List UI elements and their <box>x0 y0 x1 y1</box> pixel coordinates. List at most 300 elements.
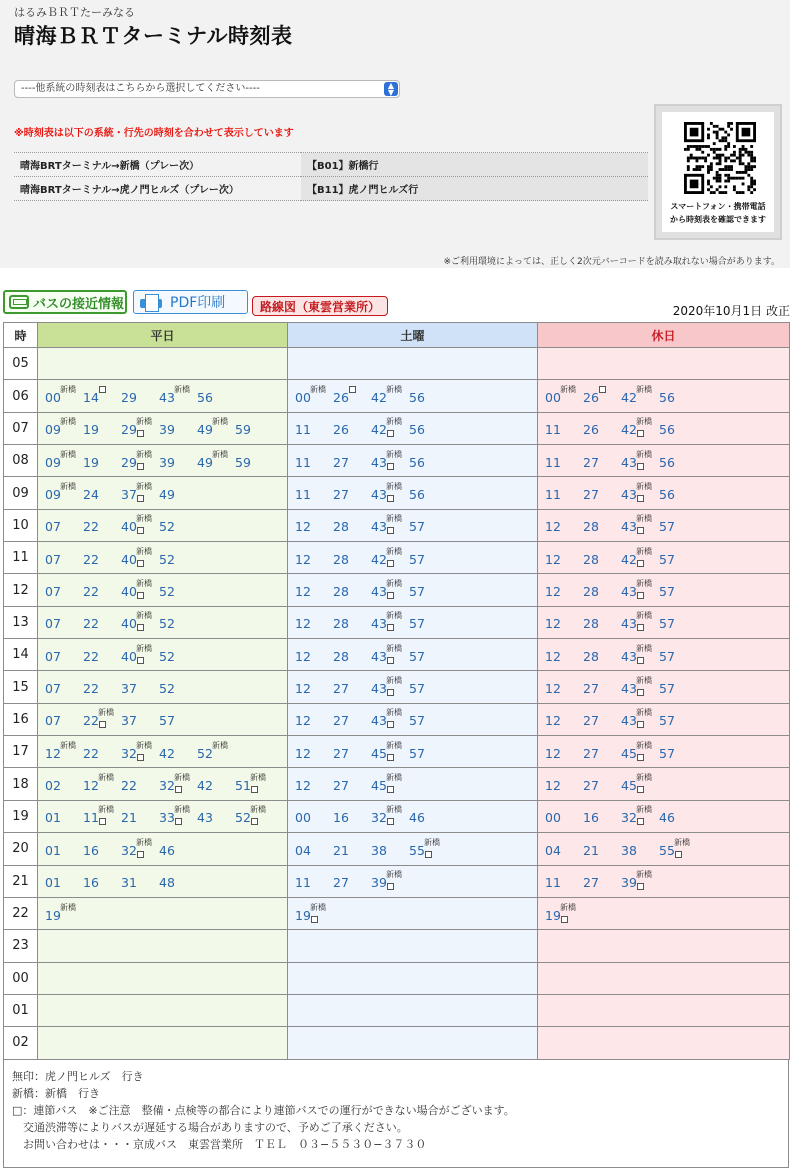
departure[interactable] <box>45 870 83 892</box>
departure-minute: 04 <box>545 842 561 858</box>
departure[interactable] <box>659 450 697 472</box>
hour-row <box>4 897 790 929</box>
departure-minute: 29 <box>121 390 137 406</box>
departure[interactable] <box>83 514 121 536</box>
destination-mark: 新橋 <box>636 740 652 750</box>
departures-cell <box>288 768 538 800</box>
departure[interactable] <box>333 708 371 730</box>
departure-minute: 43 <box>371 616 387 632</box>
articulated-bus-icon <box>637 624 644 631</box>
departure[interactable] <box>295 903 333 925</box>
departure[interactable] <box>333 741 371 763</box>
departure[interactable] <box>121 417 159 439</box>
departure[interactable] <box>295 482 333 504</box>
departure-minute: 31 <box>121 875 137 891</box>
departure[interactable] <box>409 417 447 439</box>
departure[interactable] <box>583 644 621 666</box>
departure[interactable] <box>197 741 235 763</box>
departure-minute: 11 <box>295 487 311 503</box>
departure[interactable] <box>659 708 697 730</box>
departure[interactable] <box>295 838 333 860</box>
departures-list <box>288 838 537 860</box>
departure[interactable] <box>295 611 333 633</box>
departure[interactable] <box>83 708 121 730</box>
departure[interactable] <box>409 644 447 666</box>
departures-list <box>538 482 789 504</box>
departure[interactable] <box>545 514 583 536</box>
departure[interactable] <box>159 514 197 536</box>
departure-minute: 55 <box>409 842 425 858</box>
departure[interactable] <box>371 805 409 827</box>
departure[interactable] <box>45 482 83 504</box>
departure[interactable] <box>621 514 659 536</box>
articulated-bus-icon <box>561 916 568 923</box>
departure[interactable] <box>333 838 371 860</box>
departure[interactable] <box>583 676 621 698</box>
departure[interactable] <box>121 450 159 472</box>
departure[interactable] <box>83 773 121 795</box>
destination-mark: 新橋 <box>386 676 402 686</box>
hour-cell: 02 <box>4 1027 38 1059</box>
departure[interactable] <box>235 417 273 439</box>
hour-row <box>4 800 790 832</box>
departure[interactable] <box>121 838 159 860</box>
departure[interactable] <box>45 644 83 666</box>
departure[interactable] <box>121 514 159 536</box>
departure-minute: 49 <box>197 454 213 470</box>
departure[interactable] <box>295 805 333 827</box>
departure[interactable] <box>409 805 447 827</box>
departure[interactable] <box>45 450 83 472</box>
departure[interactable] <box>621 644 659 666</box>
departure[interactable] <box>83 547 121 569</box>
departures-cell <box>538 542 790 574</box>
departure[interactable] <box>333 385 371 407</box>
departures-list <box>288 805 537 827</box>
destination-mark: 新橋 <box>60 902 76 912</box>
system-dest: 【B11】虎ノ門ヒルズ行 <box>301 177 648 201</box>
departure[interactable] <box>83 450 121 472</box>
departure[interactable] <box>409 482 447 504</box>
departure[interactable] <box>621 773 659 795</box>
departure[interactable] <box>583 741 621 763</box>
legend-line: □：連節バス ※ご注意 整備・点検等の都合により連節バスでの運行ができない場合がございます。 <box>12 1104 515 1117</box>
departures-list <box>288 741 537 763</box>
route-select[interactable] <box>14 80 400 98</box>
departure-minute: 19 <box>545 907 561 923</box>
departure[interactable] <box>45 385 83 407</box>
departure[interactable] <box>659 644 697 666</box>
departure[interactable] <box>333 482 371 504</box>
departure[interactable] <box>235 805 273 827</box>
departure[interactable] <box>371 644 409 666</box>
departure[interactable] <box>333 870 371 892</box>
departure[interactable] <box>371 611 409 633</box>
departure[interactable] <box>333 547 371 569</box>
departure[interactable] <box>159 579 197 601</box>
destination-mark: 新橋 <box>212 740 228 750</box>
departure[interactable] <box>333 579 371 601</box>
departure[interactable] <box>45 417 83 439</box>
departure[interactable] <box>545 547 583 569</box>
departure[interactable] <box>45 838 83 860</box>
departure[interactable] <box>583 579 621 601</box>
departure[interactable] <box>545 805 583 827</box>
departure[interactable] <box>295 417 333 439</box>
departure[interactable] <box>121 870 159 892</box>
pdf-print-button[interactable] <box>133 290 248 314</box>
departure[interactable] <box>583 417 621 439</box>
timetable <box>3 322 790 1060</box>
departure[interactable] <box>659 741 697 763</box>
departure[interactable] <box>197 773 235 795</box>
departure[interactable] <box>621 838 659 860</box>
departure[interactable] <box>235 773 273 795</box>
departures-cell <box>538 768 790 800</box>
departure[interactable] <box>121 547 159 569</box>
departure[interactable] <box>197 417 235 439</box>
departure[interactable] <box>159 450 197 472</box>
departure[interactable] <box>545 611 583 633</box>
departure[interactable] <box>659 611 697 633</box>
departure[interactable] <box>545 450 583 472</box>
departures-cell <box>538 348 790 380</box>
departure-minute: 21 <box>333 842 349 858</box>
departure[interactable] <box>45 741 83 763</box>
departure[interactable] <box>83 644 121 666</box>
departure[interactable] <box>45 903 83 925</box>
departure[interactable] <box>545 579 583 601</box>
departures-list <box>38 579 287 601</box>
departure[interactable] <box>409 547 447 569</box>
hour-cell: 08 <box>4 445 38 477</box>
departure[interactable] <box>621 579 659 601</box>
departure[interactable] <box>83 579 121 601</box>
departure[interactable] <box>371 773 409 795</box>
departure[interactable] <box>659 417 697 439</box>
departure-minute: 12 <box>83 778 99 794</box>
departure[interactable] <box>333 676 371 698</box>
departure[interactable] <box>159 870 197 892</box>
departure-minute: 45 <box>621 745 637 761</box>
departure-minute: 24 <box>83 487 99 503</box>
departure[interactable] <box>621 676 659 698</box>
departure[interactable] <box>659 385 697 407</box>
departure[interactable] <box>45 773 83 795</box>
departure[interactable] <box>371 417 409 439</box>
departures-list <box>538 805 789 827</box>
departure[interactable] <box>333 417 371 439</box>
departure[interactable] <box>545 903 583 925</box>
departure[interactable] <box>83 741 121 763</box>
departure[interactable] <box>159 773 197 795</box>
destination-mark: 新橋 <box>212 417 228 427</box>
departure[interactable] <box>659 676 697 698</box>
hour-row <box>4 930 790 962</box>
col-weekday: 平日 <box>38 323 288 348</box>
departure[interactable] <box>621 385 659 407</box>
departure[interactable] <box>409 838 447 860</box>
articulated-bus-icon <box>311 916 318 923</box>
destination-mark: 新橋 <box>386 546 402 556</box>
departure[interactable] <box>159 417 197 439</box>
departure[interactable] <box>371 741 409 763</box>
bus-approach-label: バスの接近情報 <box>33 296 125 312</box>
departure[interactable] <box>295 870 333 892</box>
hour-row <box>4 574 790 606</box>
departure[interactable] <box>333 450 371 472</box>
departure[interactable] <box>621 805 659 827</box>
departure[interactable] <box>45 708 83 730</box>
departure-minute: 46 <box>659 810 675 826</box>
departure-minute: 42 <box>621 551 637 567</box>
departure-minute: 37 <box>121 713 137 729</box>
departure[interactable] <box>371 870 409 892</box>
departure[interactable] <box>333 805 371 827</box>
hour-row <box>4 1027 790 1059</box>
departure[interactable] <box>295 579 333 601</box>
departure[interactable] <box>333 514 371 536</box>
departure[interactable] <box>371 579 409 601</box>
departure[interactable] <box>545 644 583 666</box>
departure[interactable] <box>121 708 159 730</box>
departure[interactable] <box>409 450 447 472</box>
departure[interactable] <box>121 805 159 827</box>
departure[interactable] <box>159 547 197 569</box>
departure[interactable] <box>583 870 621 892</box>
departure[interactable] <box>583 482 621 504</box>
departure[interactable] <box>371 450 409 472</box>
departure[interactable] <box>583 385 621 407</box>
departure[interactable] <box>409 385 447 407</box>
departure[interactable] <box>409 676 447 698</box>
departure-minute: 16 <box>83 875 99 891</box>
departure-minute: 57 <box>159 713 175 729</box>
departure[interactable] <box>159 676 197 698</box>
departure[interactable] <box>121 579 159 601</box>
departure[interactable] <box>45 611 83 633</box>
departure[interactable] <box>583 838 621 860</box>
departure[interactable] <box>659 838 697 860</box>
departure[interactable] <box>121 644 159 666</box>
departure-minute: 56 <box>409 390 425 406</box>
departure[interactable] <box>659 579 697 601</box>
departure-minute: 52 <box>159 584 175 600</box>
route-map-button[interactable] <box>252 296 388 316</box>
departure[interactable] <box>197 450 235 472</box>
departure[interactable] <box>545 385 583 407</box>
departures-cell <box>288 639 538 671</box>
departure-minute: 12 <box>545 778 561 794</box>
departure[interactable] <box>371 838 409 860</box>
departure[interactable] <box>295 547 333 569</box>
departures-list <box>538 741 789 763</box>
departure-minute: 29 <box>121 422 137 438</box>
bus-approach-button[interactable] <box>3 290 127 314</box>
departure-minute: 28 <box>583 616 599 632</box>
departure[interactable] <box>659 514 697 536</box>
departure-minute: 57 <box>659 551 675 567</box>
departure[interactable] <box>371 676 409 698</box>
departure[interactable] <box>545 482 583 504</box>
departure[interactable] <box>83 805 121 827</box>
departure[interactable] <box>371 385 409 407</box>
departure[interactable] <box>659 547 697 569</box>
departure[interactable] <box>545 741 583 763</box>
articulated-bus-icon <box>637 430 644 437</box>
departure[interactable] <box>45 547 83 569</box>
departure-minute: 43 <box>621 487 637 503</box>
departure[interactable] <box>83 385 121 407</box>
departure-minute: 37 <box>121 681 137 697</box>
departure[interactable] <box>583 611 621 633</box>
departure[interactable] <box>545 708 583 730</box>
departure[interactable] <box>295 644 333 666</box>
hour-cell: 10 <box>4 509 38 541</box>
hour-row <box>4 962 790 994</box>
departures-cell <box>38 606 288 638</box>
departure[interactable] <box>83 838 121 860</box>
departures-cell <box>288 736 538 768</box>
departure[interactable] <box>583 514 621 536</box>
departure[interactable] <box>83 870 121 892</box>
departure[interactable] <box>333 611 371 633</box>
departure[interactable] <box>583 708 621 730</box>
departure[interactable] <box>121 741 159 763</box>
departure[interactable] <box>409 514 447 536</box>
hour-row <box>4 445 790 477</box>
departure[interactable] <box>45 805 83 827</box>
departure[interactable] <box>583 773 621 795</box>
departure[interactable] <box>83 417 121 439</box>
departures-list <box>38 838 287 860</box>
departure[interactable] <box>659 482 697 504</box>
departure[interactable] <box>621 547 659 569</box>
departure-minute: 52 <box>159 551 175 567</box>
departure[interactable] <box>121 482 159 504</box>
departure[interactable] <box>83 676 121 698</box>
departure[interactable] <box>295 450 333 472</box>
departure-minute: 37 <box>121 487 137 503</box>
departures-list <box>538 870 789 892</box>
departure[interactable] <box>621 708 659 730</box>
departure[interactable] <box>121 385 159 407</box>
departure[interactable] <box>295 708 333 730</box>
departure[interactable] <box>371 514 409 536</box>
departures-cell <box>538 703 790 735</box>
departure-minute: 22 <box>121 778 137 794</box>
departure[interactable] <box>583 450 621 472</box>
departure[interactable] <box>621 611 659 633</box>
departure[interactable] <box>545 838 583 860</box>
departure[interactable] <box>159 482 197 504</box>
departure-minute: 07 <box>45 519 61 535</box>
destination-mark: 新橋 <box>250 773 266 783</box>
departure-minute: 49 <box>197 422 213 438</box>
departures-cell <box>288 703 538 735</box>
departures-list <box>288 903 537 925</box>
departure[interactable] <box>621 741 659 763</box>
departure[interactable] <box>621 417 659 439</box>
departure-minute: 09 <box>45 454 61 470</box>
departure[interactable] <box>409 741 447 763</box>
departure[interactable] <box>159 708 197 730</box>
departure[interactable] <box>295 514 333 536</box>
departure-minute: 12 <box>295 519 311 535</box>
departure[interactable] <box>545 870 583 892</box>
departure[interactable] <box>545 417 583 439</box>
hour-cell: 11 <box>4 542 38 574</box>
departure[interactable] <box>371 708 409 730</box>
departure[interactable] <box>583 805 621 827</box>
departure-minute: 12 <box>295 648 311 664</box>
departure[interactable] <box>159 611 197 633</box>
departure[interactable] <box>295 676 333 698</box>
departure-minute: 12 <box>45 745 61 761</box>
departure[interactable] <box>621 482 659 504</box>
departure[interactable] <box>235 450 273 472</box>
departures-cell <box>288 542 538 574</box>
departure[interactable] <box>545 773 583 795</box>
departure[interactable] <box>409 579 447 601</box>
departure[interactable] <box>83 611 121 633</box>
destination-mark: 新橋 <box>98 773 114 783</box>
departure[interactable] <box>583 547 621 569</box>
route-map-label: 路線図（東雲営業所） <box>259 299 380 314</box>
departure[interactable] <box>197 385 235 407</box>
departure[interactable] <box>659 805 697 827</box>
departure-minute: 26 <box>333 390 349 406</box>
departure-minute: 56 <box>659 422 675 438</box>
departure[interactable] <box>621 450 659 472</box>
departure[interactable] <box>45 676 83 698</box>
departure[interactable] <box>621 870 659 892</box>
destination-mark: 新橋 <box>560 902 576 912</box>
departure[interactable] <box>159 385 197 407</box>
legend-line: 交通渋滞等によりバスが遅延する場合がありますので、予めご了承ください。 <box>12 1121 408 1134</box>
departure[interactable] <box>45 514 83 536</box>
departure[interactable] <box>295 385 333 407</box>
departures-list <box>38 514 287 536</box>
departure[interactable] <box>45 579 83 601</box>
departure[interactable] <box>121 611 159 633</box>
departure[interactable] <box>159 644 197 666</box>
departure[interactable] <box>333 644 371 666</box>
departure[interactable] <box>159 805 197 827</box>
departure[interactable] <box>371 547 409 569</box>
departure[interactable] <box>295 741 333 763</box>
departure-minute: 52 <box>235 810 251 826</box>
departure[interactable] <box>197 805 235 827</box>
departure[interactable] <box>83 482 121 504</box>
hour-cell: 01 <box>4 994 38 1026</box>
departure[interactable] <box>409 708 447 730</box>
departure[interactable] <box>409 611 447 633</box>
departure[interactable] <box>121 773 159 795</box>
departure[interactable] <box>159 838 197 860</box>
destination-mark: 新橋 <box>174 773 190 783</box>
departure[interactable] <box>371 482 409 504</box>
departure[interactable] <box>545 676 583 698</box>
departure[interactable] <box>159 741 197 763</box>
departure[interactable] <box>295 773 333 795</box>
hour-row <box>4 736 790 768</box>
qr-caption-line: から時刻表を確認できます <box>670 215 766 224</box>
departure-minute: 43 <box>197 810 213 826</box>
departure[interactable] <box>121 676 159 698</box>
departure[interactable] <box>333 773 371 795</box>
departure-minute: 12 <box>545 745 561 761</box>
